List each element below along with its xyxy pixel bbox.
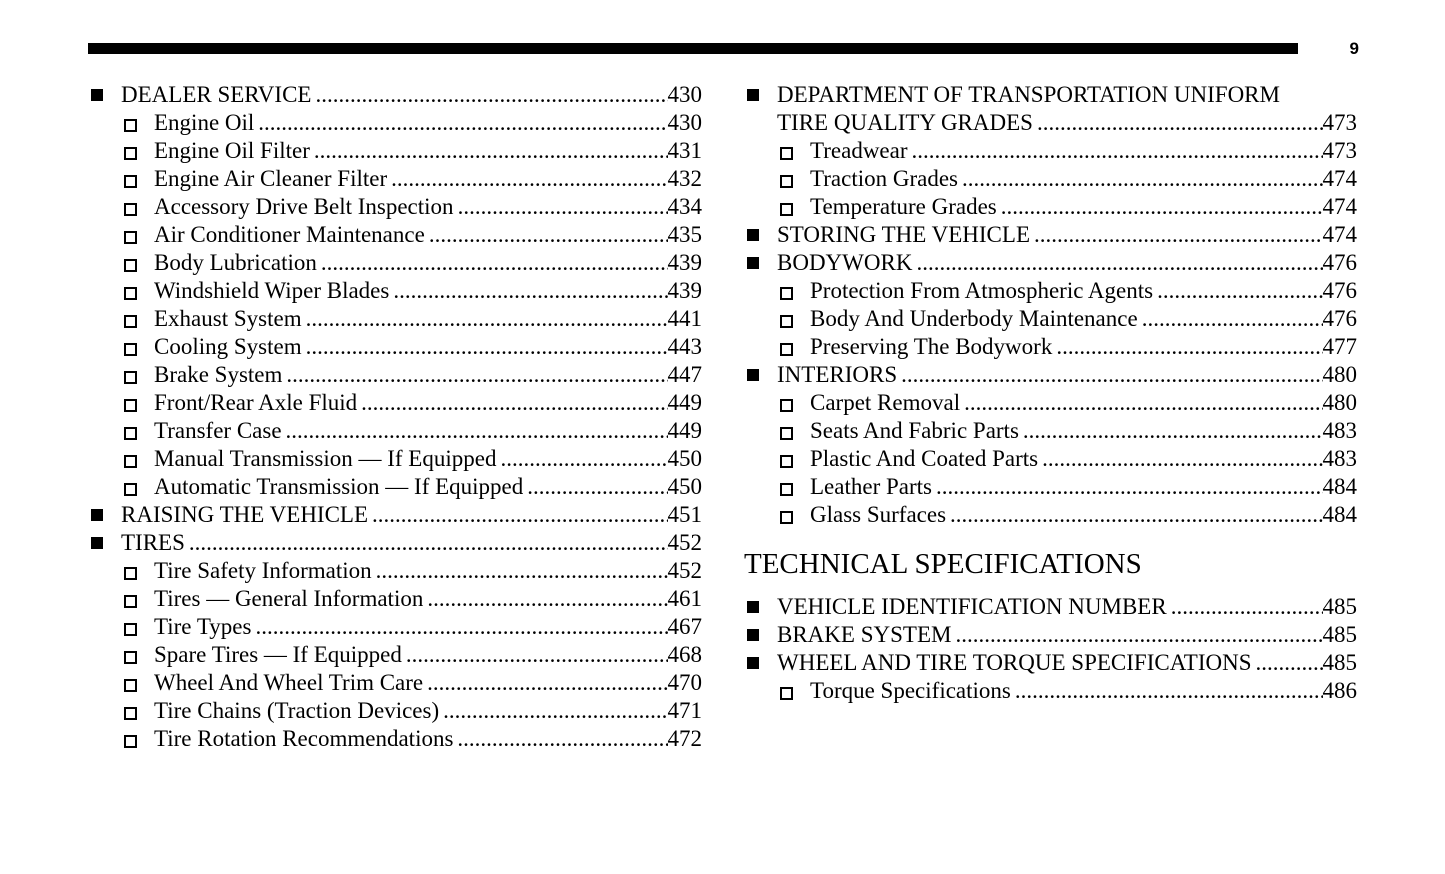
toc-subentry[interactable] bbox=[88, 613, 702, 641]
toc-subentry-label: Engine Air Cleaner Filter bbox=[154, 166, 388, 191]
toc-entry-label: TIRES bbox=[121, 530, 185, 555]
toc-subentry-label: Torque Specifications bbox=[810, 678, 1011, 703]
toc-subentry-label: Treadwear bbox=[810, 138, 908, 163]
toc-subentry-label: Tire Rotation Recommendations bbox=[154, 726, 454, 751]
dot-leader bbox=[387, 165, 667, 193]
toc-subentry[interactable] bbox=[88, 333, 702, 361]
toc-subentry-page: 443 bbox=[667, 334, 702, 359]
dot-leader bbox=[1019, 417, 1323, 445]
header-rule bbox=[88, 43, 1298, 54]
open-square-bullet-icon bbox=[780, 147, 793, 160]
toc-subentry[interactable] bbox=[88, 193, 702, 221]
toc-subentry[interactable] bbox=[744, 445, 1357, 473]
toc-subentry-label: Windshield Wiper Blades bbox=[154, 278, 390, 303]
toc-subentry-label: Front/Rear Axle Fluid bbox=[154, 390, 358, 415]
toc-entry[interactable] bbox=[744, 361, 1357, 389]
toc-subentry-label: Body And Underbody Maintenance bbox=[810, 306, 1138, 331]
filled-square-bullet-icon bbox=[747, 369, 759, 381]
toc-subentry[interactable] bbox=[744, 333, 1357, 361]
toc-subentry[interactable] bbox=[88, 277, 702, 305]
toc-subentry-page: 473 bbox=[1322, 138, 1357, 163]
toc-subentry-page: 450 bbox=[667, 446, 702, 471]
toc-subentry-label: Cooling System bbox=[154, 334, 302, 359]
toc-subentry[interactable] bbox=[88, 109, 702, 137]
toc-subentry-page: 484 bbox=[1322, 474, 1357, 499]
dot-leader bbox=[372, 557, 668, 585]
toc-entry[interactable] bbox=[88, 529, 702, 557]
filled-square-bullet-icon bbox=[747, 629, 759, 641]
toc-subentry-label: Carpet Removal bbox=[810, 390, 961, 415]
toc-subentry-label: Exhaust System bbox=[154, 306, 302, 331]
toc-entry-page: 430 bbox=[667, 82, 702, 107]
toc-subentry-label: Tire Safety Information bbox=[154, 558, 372, 583]
open-square-bullet-icon bbox=[124, 259, 137, 272]
toc-subentry-label: Engine Oil Filter bbox=[154, 138, 310, 163]
toc-subentry[interactable] bbox=[88, 641, 702, 669]
filled-square-bullet-icon bbox=[91, 509, 103, 521]
dot-leader bbox=[946, 501, 1322, 529]
toc-subentry-label: Leather Parts bbox=[810, 474, 932, 499]
toc-subentry[interactable] bbox=[88, 165, 702, 193]
toc-entry-label: DEPARTMENT OF TRANSPORTATION UNIFORM bbox=[777, 82, 1280, 107]
toc-subentry[interactable] bbox=[88, 585, 702, 613]
toc-subentry-page: 484 bbox=[1322, 502, 1357, 527]
dot-leader bbox=[317, 249, 668, 277]
toc-right-column bbox=[744, 81, 1357, 705]
dot-leader bbox=[1030, 221, 1323, 249]
open-square-bullet-icon bbox=[780, 175, 793, 188]
dot-leader bbox=[1038, 445, 1322, 473]
dot-leader bbox=[897, 361, 1322, 389]
toc-subentry-label: Brake System bbox=[154, 362, 283, 387]
open-square-bullet-icon bbox=[124, 371, 137, 384]
toc-entry-label: WHEEL AND TIRE TORQUE SPECIFICATIONS bbox=[777, 650, 1252, 675]
toc-subentry-page: 447 bbox=[667, 362, 702, 387]
toc-subentry-page: 439 bbox=[667, 250, 702, 275]
dot-leader bbox=[958, 165, 1323, 193]
open-square-bullet-icon bbox=[124, 595, 137, 608]
dot-leader bbox=[302, 333, 668, 361]
toc-subentry-label: Automatic Transmission — If Equipped bbox=[154, 474, 524, 499]
dot-leader bbox=[1252, 649, 1323, 677]
dot-leader bbox=[185, 529, 668, 557]
toc-entry-label: VEHICLE IDENTIFICATION NUMBER bbox=[777, 594, 1167, 619]
open-square-bullet-icon bbox=[780, 455, 793, 468]
open-square-bullet-icon bbox=[780, 287, 793, 300]
toc-left-column bbox=[88, 81, 702, 753]
toc-subentry[interactable] bbox=[88, 669, 702, 697]
toc-entry-page: 485 bbox=[1322, 594, 1357, 619]
toc-subentry-label: Tire Chains (Traction Devices) bbox=[154, 698, 440, 723]
toc-subentry-label: Plastic And Coated Parts bbox=[810, 446, 1039, 471]
dot-leader bbox=[912, 249, 1322, 277]
dot-leader bbox=[439, 697, 667, 725]
dot-leader bbox=[282, 417, 668, 445]
toc-subentry-label: Accessory Drive Belt Inspection bbox=[154, 194, 454, 219]
toc-entry-label: DEALER SERVICE bbox=[121, 82, 312, 107]
dot-leader bbox=[311, 81, 667, 109]
toc-subentry-page: 450 bbox=[667, 474, 702, 499]
open-square-bullet-icon bbox=[124, 343, 137, 356]
toc-subentry-label: Preserving The Bodywork bbox=[810, 334, 1053, 359]
toc-subentry[interactable] bbox=[88, 137, 702, 165]
toc-subentry-page: 480 bbox=[1322, 390, 1357, 415]
toc-entry-page: 451 bbox=[667, 502, 702, 527]
toc-subentry-label: Tire Types bbox=[154, 614, 252, 639]
dot-leader bbox=[1153, 277, 1322, 305]
toc-subentry-page: 486 bbox=[1322, 678, 1357, 703]
dot-leader bbox=[496, 445, 667, 473]
toc-subentry-label: Glass Surfaces bbox=[810, 502, 947, 527]
open-square-bullet-icon bbox=[124, 651, 137, 664]
open-square-bullet-icon bbox=[780, 315, 793, 328]
toc-subentry[interactable] bbox=[744, 501, 1357, 529]
toc-subentry-page: 439 bbox=[667, 278, 702, 303]
dot-leader bbox=[1011, 677, 1323, 705]
toc-entry[interactable] bbox=[744, 593, 1357, 621]
toc-subentry-page: 483 bbox=[1322, 418, 1357, 443]
toc-subentry-page: 430 bbox=[667, 110, 702, 135]
open-square-bullet-icon bbox=[124, 567, 137, 580]
toc-subentry[interactable] bbox=[88, 249, 702, 277]
toc-entry-page: 452 bbox=[667, 530, 702, 555]
toc-subentry-label: Seats And Fabric Parts bbox=[810, 418, 1019, 443]
toc-subentry-label: Transfer Case bbox=[154, 418, 282, 443]
toc-entry[interactable] bbox=[744, 249, 1357, 277]
toc-subentry-page: 468 bbox=[667, 642, 702, 667]
toc-entry-page: 473 bbox=[1322, 110, 1357, 135]
toc-subentry[interactable] bbox=[744, 193, 1357, 221]
dot-leader bbox=[454, 193, 668, 221]
open-square-bullet-icon bbox=[124, 623, 137, 636]
toc-entry-label: RAISING THE VEHICLE bbox=[121, 502, 369, 527]
dot-leader bbox=[453, 725, 667, 753]
toc-entry-page: 480 bbox=[1322, 362, 1357, 387]
open-square-bullet-icon bbox=[124, 231, 137, 244]
dot-leader bbox=[951, 621, 1322, 649]
toc-subentry-page: 483 bbox=[1322, 446, 1357, 471]
toc-subentry-page: 467 bbox=[667, 614, 702, 639]
dot-leader bbox=[960, 389, 1322, 417]
open-square-bullet-icon bbox=[124, 483, 137, 496]
toc-subentry[interactable] bbox=[88, 305, 702, 333]
open-square-bullet-icon bbox=[124, 399, 137, 412]
toc-subentry[interactable] bbox=[88, 221, 702, 249]
toc-subentry[interactable] bbox=[88, 725, 702, 753]
open-square-bullet-icon bbox=[124, 147, 137, 160]
toc-subentry-page: 435 bbox=[667, 222, 702, 247]
dot-leader bbox=[908, 137, 1323, 165]
toc-subentry-label: Traction Grades bbox=[810, 166, 958, 191]
toc-entry[interactable] bbox=[744, 649, 1357, 677]
dot-leader bbox=[368, 501, 667, 529]
toc-entry-page: 485 bbox=[1322, 650, 1357, 675]
toc-entry-label: BRAKE SYSTEM bbox=[777, 622, 952, 647]
dot-leader bbox=[302, 305, 668, 333]
dot-leader bbox=[997, 193, 1323, 221]
open-square-bullet-icon bbox=[780, 427, 793, 440]
toc-subentry-page: 434 bbox=[667, 194, 702, 219]
toc-subentry-page: 477 bbox=[1322, 334, 1357, 359]
open-square-bullet-icon bbox=[124, 735, 137, 748]
toc-subentry-page: 472 bbox=[667, 726, 702, 751]
filled-square-bullet-icon bbox=[747, 229, 759, 241]
toc-entry[interactable] bbox=[744, 621, 1357, 649]
filled-square-bullet-icon bbox=[747, 657, 759, 669]
toc-subentry-label: Wheel And Wheel Trim Care bbox=[154, 670, 424, 695]
toc-entry-dot-uniform-grades[interactable] bbox=[744, 81, 1357, 109]
toc-subentry-page: 452 bbox=[667, 558, 702, 583]
dot-leader bbox=[423, 669, 667, 697]
open-square-bullet-icon bbox=[124, 707, 137, 720]
toc-entry-label: STORING THE VEHICLE bbox=[777, 222, 1030, 247]
open-square-bullet-icon bbox=[780, 343, 793, 356]
filled-square-bullet-icon bbox=[91, 537, 103, 549]
toc-subentry-label: Engine Oil bbox=[154, 110, 255, 135]
toc-subentry-page: 432 bbox=[667, 166, 702, 191]
open-square-bullet-icon bbox=[780, 483, 793, 496]
toc-entry-label-continued: TIRE QUALITY GRADES bbox=[777, 110, 1033, 135]
toc-subentry[interactable] bbox=[88, 389, 702, 417]
open-square-bullet-icon bbox=[780, 511, 793, 524]
toc-entry-continuation[interactable] bbox=[744, 109, 1357, 137]
open-square-bullet-icon bbox=[780, 399, 793, 412]
toc-subentry-page: 449 bbox=[667, 418, 702, 443]
toc-subentry-page: 470 bbox=[667, 670, 702, 695]
toc-entry-page: 474 bbox=[1322, 222, 1357, 247]
toc-entry-page: 476 bbox=[1322, 250, 1357, 275]
open-square-bullet-icon bbox=[780, 687, 793, 700]
toc-subentry-label: Temperature Grades bbox=[810, 194, 997, 219]
dot-leader bbox=[1167, 593, 1323, 621]
toc-subentry[interactable] bbox=[88, 697, 702, 725]
open-square-bullet-icon bbox=[124, 119, 137, 132]
dot-leader bbox=[1052, 333, 1322, 361]
filled-square-bullet-icon bbox=[747, 601, 759, 613]
toc-subentry-page: 461 bbox=[667, 586, 702, 611]
dot-leader bbox=[282, 361, 667, 389]
toc-subentry[interactable] bbox=[88, 361, 702, 389]
toc-subentry-label: Body Lubrication bbox=[154, 250, 317, 275]
toc-subentry-page: 449 bbox=[667, 390, 702, 415]
open-square-bullet-icon bbox=[124, 203, 137, 216]
dot-leader bbox=[523, 473, 667, 501]
dot-leader bbox=[932, 473, 1323, 501]
toc-subentry-label: Protection From Atmospheric Agents bbox=[810, 278, 1154, 303]
toc-subentry-label: Air Conditioner Maintenance bbox=[154, 222, 425, 247]
open-square-bullet-icon bbox=[124, 315, 137, 328]
toc-subentry-page: 441 bbox=[667, 306, 702, 331]
toc-subentry-label: Tires — General Information bbox=[154, 586, 424, 611]
dot-leader bbox=[251, 613, 667, 641]
toc-subentry[interactable] bbox=[88, 557, 702, 585]
page-number: 9 bbox=[1349, 39, 1359, 58]
open-square-bullet-icon bbox=[780, 203, 793, 216]
toc-subentry-page: 431 bbox=[667, 138, 702, 163]
toc-subentry-page: 474 bbox=[1322, 194, 1357, 219]
dot-leader bbox=[402, 641, 668, 669]
dot-leader bbox=[254, 109, 667, 137]
toc-subentry[interactable] bbox=[88, 473, 702, 501]
open-square-bullet-icon bbox=[124, 427, 137, 440]
toc-subentry[interactable] bbox=[744, 277, 1357, 305]
dot-leader bbox=[310, 137, 668, 165]
open-square-bullet-icon bbox=[124, 679, 137, 692]
dot-leader bbox=[1138, 305, 1323, 333]
dot-leader bbox=[425, 221, 668, 249]
dot-leader bbox=[423, 585, 667, 613]
toc-subentry-label: Manual Transmission — If Equipped bbox=[154, 446, 497, 471]
toc-subentry-page: 476 bbox=[1322, 306, 1357, 331]
open-square-bullet-icon bbox=[124, 455, 137, 468]
toc-entry[interactable] bbox=[744, 221, 1357, 249]
toc-subentry-page: 471 bbox=[667, 698, 702, 723]
filled-square-bullet-icon bbox=[91, 89, 103, 101]
open-square-bullet-icon bbox=[124, 175, 137, 188]
toc-subentry[interactable] bbox=[744, 137, 1357, 165]
toc-entry-label: INTERIORS bbox=[777, 362, 898, 387]
toc-subentry[interactable] bbox=[744, 417, 1357, 445]
dot-leader bbox=[357, 389, 667, 417]
toc-entry[interactable] bbox=[88, 501, 702, 529]
toc-subentry[interactable] bbox=[88, 417, 702, 445]
toc-subentry[interactable] bbox=[744, 473, 1357, 501]
dot-leader bbox=[389, 277, 667, 305]
toc-subentry[interactable] bbox=[744, 677, 1357, 705]
toc-subentry[interactable] bbox=[744, 389, 1357, 417]
toc-subentry[interactable] bbox=[744, 165, 1357, 193]
toc-entry-label: BODYWORK bbox=[777, 250, 913, 275]
filled-square-bullet-icon bbox=[747, 257, 759, 269]
section-heading-technical-specifications: TECHNICAL SPECIFICATIONS bbox=[744, 548, 1142, 580]
filled-square-bullet-icon bbox=[747, 89, 759, 101]
toc-entry-page: 485 bbox=[1322, 622, 1357, 647]
toc-entry[interactable] bbox=[88, 81, 702, 109]
toc-subentry[interactable] bbox=[88, 445, 702, 473]
toc-subentry-label: Spare Tires — If Equipped bbox=[154, 642, 402, 667]
open-square-bullet-icon bbox=[124, 287, 137, 300]
toc-subentry-page: 476 bbox=[1322, 278, 1357, 303]
toc-subentry-page: 474 bbox=[1322, 166, 1357, 191]
toc-subentry[interactable] bbox=[744, 305, 1357, 333]
dot-leader bbox=[1033, 109, 1323, 137]
